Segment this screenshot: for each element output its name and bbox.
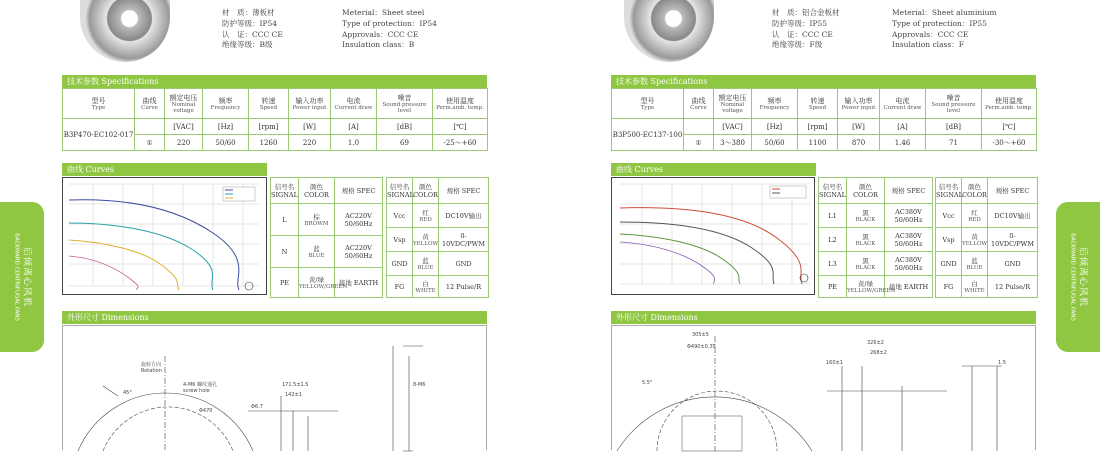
unit-current: [A] (331, 119, 377, 135)
dimension-svg (63, 326, 488, 451)
side-tab-right (1056, 202, 1100, 352)
th-frequency: 频率 Frequency (203, 89, 249, 119)
cell-frequency: 50/60 (203, 135, 249, 151)
wire-th-color: 颜色 COLOR (413, 178, 439, 204)
cell-noise: 71 (926, 135, 982, 151)
dim-label: Rotation (141, 368, 162, 374)
spec-section-bar: 技术参数 Specifications (611, 75, 1036, 88)
cell-voltage: 220 (165, 135, 203, 151)
table-row: PE 黄/绿 YELLOW/GREEN 接地 EARTH (271, 268, 383, 298)
dim-label: Φ6.7 (251, 404, 263, 410)
materials-en (342, 8, 437, 51)
dim-label: 45° (123, 390, 132, 396)
wire-th-spec: 规格 SPEC (439, 178, 489, 204)
wire-header (819, 178, 933, 204)
table-row: L3 黑 BLACK AC380V 50/60Hz (819, 252, 933, 276)
wire-th-signal: 信号名 SIGNAL (936, 178, 962, 204)
side-tab-cn: 后倾离心风机 (1077, 246, 1088, 307)
table-row: GND 蓝 BLUE GND (387, 252, 489, 276)
unit-frequency: [Hz] (752, 119, 798, 135)
table-row: FG 白 WHITE 12 Pulse/R (936, 276, 1038, 298)
curve-svg (612, 178, 816, 296)
wire-th-spec: 规格 SPEC (988, 178, 1038, 204)
dim-label: 旋转方向 (141, 362, 162, 368)
curve-svg (63, 178, 268, 296)
unit-temp: [℃] (982, 119, 1037, 135)
dim-label: 5.5° (642, 380, 653, 386)
materials-cn (772, 8, 840, 51)
dimension-drawing (62, 325, 487, 450)
wire-header (936, 178, 1038, 204)
insulation-text-en: Insulation class：B (342, 40, 415, 50)
side-tab-en: BACKWARD CENTRIFUGAL FANS (13, 233, 20, 321)
insulation-text-en: Insulation class：F (892, 40, 964, 50)
unit-voltage: [VAC] (714, 119, 752, 135)
cell-speed: 1100 (798, 135, 838, 151)
dim-label: screw hole (183, 388, 210, 394)
dimension-drawing (611, 325, 1036, 450)
th-voltage: 额定电压 Nominal voltage (165, 89, 203, 119)
materials-cn (222, 8, 283, 51)
dim-label: 160±1 (826, 360, 843, 366)
th-noise: 噪音 Sound pressure level (926, 89, 982, 119)
cell-current: 1.46 (880, 135, 926, 151)
unit-noise: [dB] (377, 119, 433, 135)
unit-frequency: [Hz] (203, 119, 249, 135)
dim-label: Φ470 (199, 408, 213, 414)
spec-header-row (612, 89, 1037, 119)
th-type: 型号 Type (612, 89, 684, 119)
th-temp: 使用温度 Perm.amb. temp. (433, 89, 488, 119)
th-power: 输入功率 Power input (838, 89, 880, 119)
insulation-text: 绝缘等级：B级 (222, 40, 273, 50)
cell-noise: 69 (377, 135, 433, 151)
material-text: 材 质：铝合金板材 (772, 8, 840, 17)
table-row: L1 黑 BLACK AC380V 50/60Hz (819, 204, 933, 228)
dims-section-bar: 外形尺寸 Dimensions (62, 311, 487, 324)
wire-header (271, 178, 383, 204)
protection-text-en: Type of protection：IP55 (892, 18, 987, 28)
wire-th-color: 颜色 COLOR (299, 178, 335, 204)
wire-th-color: 颜色 COLOR (847, 178, 885, 204)
spec-table (62, 88, 488, 151)
material-text-en: Meterial：Sheet steel (342, 8, 425, 17)
th-noise: 噪音 Sound pressure level (377, 89, 433, 119)
table-row: L 棕 BROWM AC220V 50/60Hz (271, 204, 383, 236)
right-page (550, 0, 1100, 450)
table-row: Vsp 黄 YELLOW 0-10VDC/PWM (936, 228, 1038, 252)
dim-label: 1.5 (998, 360, 1006, 366)
table-row: Vcc 红 RED DC10V输出 (936, 204, 1038, 228)
wire-th-signal: 信号名 SIGNAL (271, 178, 299, 204)
dim-label: 305±5 (692, 332, 709, 338)
cell-temp: -25～+60 (433, 135, 488, 151)
curves-section-bar: 曲线 Curves (611, 163, 816, 176)
dimension-svg (612, 326, 1037, 451)
cell-type: B3P500-EC137-100 (612, 119, 684, 151)
wiring-table-power (270, 177, 383, 298)
approvals-text: 认 证：CCC CE (222, 29, 283, 39)
th-power: 输入功率 Power input (289, 89, 331, 119)
unit-speed: [rpm] (798, 119, 838, 135)
unit-current: [A] (880, 119, 926, 135)
curves-section-bar: 曲线 Curves (62, 163, 267, 176)
th-current: 电流 Current draw (880, 89, 926, 119)
spec-header-row (63, 89, 488, 119)
approvals-text-en: Approvals：CCC CE (892, 29, 969, 39)
dims-section-bar: 外形尺寸 Dimensions (611, 311, 1036, 324)
left-page (0, 0, 550, 450)
th-frequency: 频率 Frequency (752, 89, 798, 119)
cell-curve: ① (684, 135, 714, 151)
table-row: Vcc 红 RED DC10V输出 (387, 204, 489, 228)
spec-unit-row (612, 119, 1037, 135)
cell-type: B3P470-EC102-017 (63, 119, 135, 151)
dim-label: 268±2 (870, 350, 887, 356)
th-speed: 转速 Speed (249, 89, 289, 119)
unit-power: [W] (289, 119, 331, 135)
cell-temp: -30～+60 (982, 135, 1037, 151)
cell-speed: 1260 (249, 135, 289, 151)
wire-th-signal: 信号名 SIGNAL (387, 178, 413, 204)
table-row: GND 蓝 BLUE GND (936, 252, 1038, 276)
cell-frequency: 50/60 (752, 135, 798, 151)
approvals-text: 认 证：CCC CE (772, 29, 833, 39)
cell-power: 870 (838, 135, 880, 151)
table-row: PE 黄/绿 YELLOW/GREEN 接地 EARTH (819, 276, 933, 298)
material-text-en: Meterial：Sheet aluminium (892, 8, 997, 17)
side-tab-cn: 后倾离心风机 (21, 246, 32, 307)
wire-th-signal: 信号名 SIGNAL (819, 178, 847, 204)
dim-label: Φ490±0.35 (687, 344, 716, 350)
unit-speed: [rpm] (249, 119, 289, 135)
performance-curve-chart (611, 177, 815, 295)
fan-photo (80, 0, 170, 62)
dim-label: 4-M6 螺纹通孔 (183, 382, 218, 388)
unit-noise: [dB] (926, 119, 982, 135)
wiring-table-control (386, 177, 489, 298)
th-speed: 转速 Speed (798, 89, 838, 119)
spec-section-bar: 技术参数 Specifications (62, 75, 487, 88)
th-type: 型号 Type (63, 89, 135, 119)
performance-curve-chart (62, 177, 267, 295)
th-current: 电流 Current draw (331, 89, 377, 119)
materials-en (892, 8, 997, 51)
cell-curve: ① (135, 135, 165, 151)
dim-label: 8-M6 (413, 382, 426, 388)
fan-photo (624, 0, 714, 62)
dim-label: 171.5±1.5 (282, 382, 309, 388)
th-temp: 使用温度 Perm.amb. temp. (982, 89, 1037, 119)
table-row: FG 白 WHITE 12 Pulse/R (387, 276, 489, 298)
unit-temp: [℃] (433, 119, 488, 135)
table-row: N 蓝 BLUE AC220V 50/60Hz (271, 236, 383, 268)
cell-current: 1.0 (331, 135, 377, 151)
cell-power: 220 (289, 135, 331, 151)
wiring-table-power (818, 177, 933, 298)
dim-label: 142±1 (285, 392, 302, 398)
dim-label: 326±2 (867, 340, 884, 346)
protection-text: 防护等级：IP55 (772, 18, 828, 28)
spec-table (611, 88, 1037, 151)
insulation-text: 绝缘等级：F级 (772, 40, 823, 50)
wire-th-color: 颜色 COLOR (962, 178, 988, 204)
th-voltage: 额定电压 Nominal voltage (714, 89, 752, 119)
cell-voltage: 3～380 (714, 135, 752, 151)
wire-th-spec: 规格 SPEC (885, 178, 933, 204)
th-curve: 曲线 Curve (684, 89, 714, 119)
protection-text: 防护等级：IP54 (222, 18, 278, 28)
unit-voltage: [VAC] (165, 119, 203, 135)
wire-header (387, 178, 489, 204)
side-tab-left (0, 202, 44, 352)
table-row: Vsp 黄 YELLOW 0-10VDC/PWM (387, 228, 489, 252)
protection-text-en: Type of protection：IP54 (342, 18, 437, 28)
table-row: L2 黑 BLACK AC380V 50/60Hz (819, 228, 933, 252)
approvals-text-en: Approvals：CCC CE (342, 29, 419, 39)
spec-unit-row (63, 119, 488, 135)
material-text: 材 质：薄板材 (222, 8, 275, 17)
wire-th-spec: 规格 SPEC (335, 178, 383, 204)
wiring-table-control (935, 177, 1038, 298)
th-curve: 曲线 Curve (135, 89, 165, 119)
unit-power: [W] (838, 119, 880, 135)
side-tab-en: BACKWARD CENTRIFUGAL FANS (1069, 233, 1076, 321)
